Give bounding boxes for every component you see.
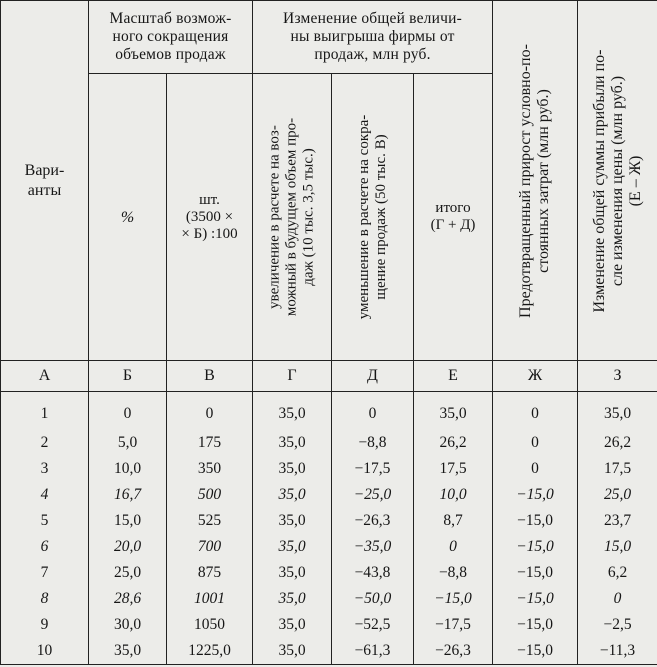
table-cell: 35,0 [253, 586, 332, 612]
table-cell: 23,7 [578, 508, 657, 534]
table-cell: 35,0 [253, 456, 332, 482]
table-cell: 0 [89, 392, 167, 431]
table-cell: 15,0 [578, 534, 657, 560]
table-cell: 9 [1, 612, 89, 638]
header-col-d-text: уменьшение в расчете на сокра- щение продаж (50 тыс. В) [355, 114, 389, 320]
letter-e: Е [414, 361, 493, 392]
table-cell: 35,0 [253, 508, 332, 534]
table-cell: 10,0 [89, 456, 167, 482]
table-cell: 500 [167, 482, 253, 508]
table-cell: 8,7 [414, 508, 493, 534]
header-col-e: итого (Г + Д) [414, 74, 493, 361]
header-col-v: шт. (3500 × × Б) :100 [167, 74, 253, 361]
letter-a: А [1, 361, 89, 392]
header-col-d [332, 74, 414, 361]
table-cell: 28,6 [89, 586, 167, 612]
letter-z: З [578, 361, 657, 392]
table-cell: −17,5 [332, 456, 414, 482]
table-cell: −15,0 [493, 508, 578, 534]
table-cell: 700 [167, 534, 253, 560]
letter-g: Г [253, 361, 332, 392]
table-cell: −61,3 [332, 638, 414, 665]
table-cell: −15,0 [493, 534, 578, 560]
table-cell: −15,0 [493, 612, 578, 638]
table-cell: 0 [414, 534, 493, 560]
table-cell: 4 [1, 482, 89, 508]
table-cell: 0 [332, 392, 414, 431]
table-cell: 35,0 [89, 638, 167, 665]
table-cell: −26,3 [414, 638, 493, 665]
table-cell: 25,0 [89, 560, 167, 586]
table-cell: 175 [167, 430, 253, 456]
table-cell: −25,0 [332, 482, 414, 508]
table-cell: 26,2 [414, 430, 493, 456]
table-row [1, 456, 657, 482]
table-row [1, 586, 657, 612]
table-cell: 16,7 [89, 482, 167, 508]
table-cell: 25,0 [578, 482, 657, 508]
table-row [1, 508, 657, 534]
table-cell: 5,0 [89, 430, 167, 456]
table-cell: 1050 [167, 612, 253, 638]
letter-b: Б [89, 361, 167, 392]
table-cell: −17,5 [414, 612, 493, 638]
table-cell: −8,8 [332, 430, 414, 456]
table-cell: −26,3 [332, 508, 414, 534]
table-cell: 3 [1, 456, 89, 482]
table-cell: 875 [167, 560, 253, 586]
table-cell: −15,0 [414, 586, 493, 612]
table-cell: 10 [1, 638, 89, 665]
table-row [1, 534, 657, 560]
table-row [1, 482, 657, 508]
table-cell: 35,0 [253, 482, 332, 508]
table-cell: 1001 [167, 586, 253, 612]
letter-zh: Ж [493, 361, 578, 392]
table-cell: 20,0 [89, 534, 167, 560]
table-cell: 35,0 [253, 638, 332, 665]
header-col-zh [493, 1, 578, 361]
table-cell: 30,0 [89, 612, 167, 638]
table-cell: 0 [493, 392, 578, 431]
letter-v: В [167, 361, 253, 392]
table-cell: −8,8 [414, 560, 493, 586]
table-body [1, 392, 657, 665]
column-letters-row [1, 361, 657, 392]
table-cell: 15,0 [89, 508, 167, 534]
table-cell: 0 [578, 586, 657, 612]
header-col-zh-text: Предотвращенный прирост условно-по- стоянных затрат (млн руб.) [517, 43, 553, 318]
table-cell: −50,0 [332, 586, 414, 612]
table-cell: −15,0 [493, 482, 578, 508]
table-cell: 6,2 [578, 560, 657, 586]
table-cell: 6 [1, 534, 89, 560]
table-cell: 35,0 [253, 534, 332, 560]
table-cell: 35,0 [414, 392, 493, 431]
table-cell: 35,0 [253, 612, 332, 638]
table-row [1, 560, 657, 586]
table-cell: 0 [167, 392, 253, 431]
table-cell: −15,0 [493, 560, 578, 586]
table-row [1, 430, 657, 456]
table-cell: −11,3 [578, 638, 657, 665]
table-row [1, 392, 657, 431]
table-cell: 35,0 [253, 560, 332, 586]
header-col-g-text: увеличение в расчете на воз- можный в будущем объем про- даж (10 тыс. 3,5 тыс.) [266, 117, 317, 317]
letter-d: Д [332, 361, 414, 392]
table-cell: 10,0 [414, 482, 493, 508]
table-cell: 0 [493, 430, 578, 456]
table-cell: −43,8 [332, 560, 414, 586]
table-cell: 1225,0 [167, 638, 253, 665]
header-col-g [253, 74, 332, 361]
table-cell: 7 [1, 560, 89, 586]
table-cell: 17,5 [414, 456, 493, 482]
table-cell: −35,0 [332, 534, 414, 560]
table-cell: 17,5 [578, 456, 657, 482]
table-cell: 35,0 [253, 430, 332, 456]
table-cell: −2,5 [578, 612, 657, 638]
table-row [1, 638, 657, 665]
table-cell: −52,5 [332, 612, 414, 638]
table-cell: 26,2 [578, 430, 657, 456]
table-cell: 35,0 [253, 392, 332, 431]
header-col-z [578, 1, 657, 361]
table-cell: 525 [167, 508, 253, 534]
table-cell: 35,0 [578, 392, 657, 431]
header-variants: Вари- анты [1, 1, 89, 361]
table-cell: 350 [167, 456, 253, 482]
table-cell: 8 [1, 586, 89, 612]
table-cell: 2 [1, 430, 89, 456]
table-cell: 0 [493, 456, 578, 482]
table-row [1, 612, 657, 638]
header-scale-group: Масштаб возмож- ного сокращения объемов продаж [89, 1, 253, 74]
header-col-z-text: Изменение общей суммы прибыли по- сле изменения цены (млн руб.) (Е – Ж) [590, 48, 644, 313]
header-col-b: % [89, 74, 167, 361]
table-cell: 1 [1, 392, 89, 431]
table-cell: 5 [1, 508, 89, 534]
header-change-group: Изменение общей величи- ны выигрыша фирмы от продаж, млн руб. [253, 1, 493, 74]
table-cell: −15,0 [493, 638, 578, 665]
table-cell: −15,0 [493, 586, 578, 612]
